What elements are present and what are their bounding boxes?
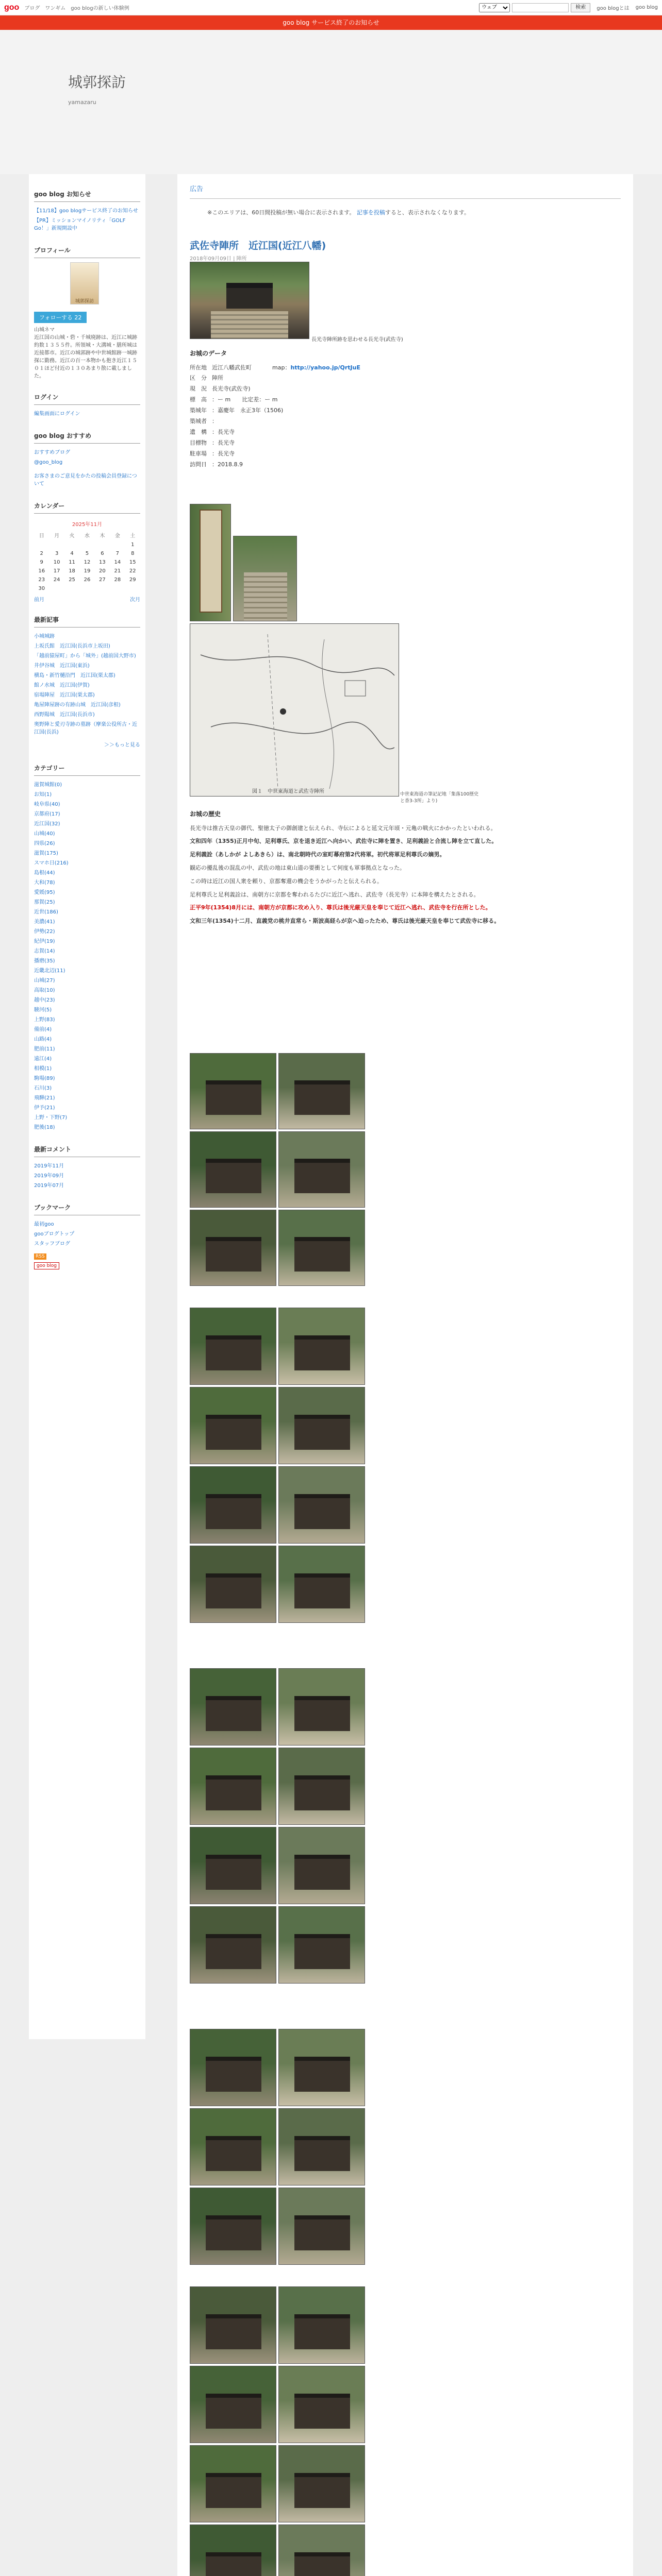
- photo-structure: [294, 1159, 350, 1193]
- goo-logo[interactable]: goo: [4, 3, 20, 12]
- temple-photo: [278, 2286, 365, 2364]
- data-label: 目標物: [190, 439, 207, 446]
- main-content: [177, 174, 633, 2576]
- recent-post-item[interactable]: 横島・新竹樋沿門 近江国(栗太郡): [34, 673, 115, 679]
- calendar-day: 2: [40, 551, 43, 556]
- category-item[interactable]: 伊勢(22): [34, 929, 55, 935]
- category-item[interactable]: 近畿北辺(11): [34, 968, 65, 974]
- goo-blog-badge[interactable]: goo blog: [34, 1262, 59, 1269]
- news-item[interactable]: 【PR】ミッションマイノリティ「GOLF Go！」新規開設中: [34, 218, 126, 231]
- category-item[interactable]: お知(1): [34, 792, 52, 798]
- data-value: ：2018.8.9: [212, 461, 243, 468]
- photo-structure: [206, 2136, 261, 2171]
- category-item[interactable]: 美濃(41): [34, 919, 55, 925]
- temple-photo: [190, 1827, 276, 1904]
- bookmark-item[interactable]: 最初goo: [34, 1222, 54, 1227]
- bookmark-item[interactable]: gooブログトップ: [34, 1231, 75, 1237]
- temple-photo: [190, 2188, 276, 2265]
- global-bar: [0, 0, 662, 15]
- data-label: 標 高: [190, 396, 207, 403]
- calendar-weekday: 金: [114, 533, 120, 539]
- photo-structure: [294, 1775, 350, 1810]
- category-item[interactable]: スマホ日(216): [34, 860, 69, 866]
- category-item[interactable]: 駿河(5): [34, 1007, 52, 1013]
- photo-structure: [206, 1775, 261, 1810]
- calendar-day: 26: [84, 577, 91, 583]
- temple-photo: [278, 2524, 365, 2576]
- calendar-prev-link[interactable]: 前月: [34, 597, 44, 603]
- recent-post-item[interactable]: 宿場陣屋 近江国(栗太郡): [34, 692, 95, 698]
- photo-structure: [294, 1934, 350, 1969]
- photo-structure: [294, 1080, 350, 1115]
- recent-list: [34, 632, 140, 737]
- temple-photo: [278, 2108, 365, 2185]
- data-row: [190, 405, 621, 416]
- temple-photo: [190, 1053, 276, 1129]
- avatar[interactable]: [70, 262, 99, 304]
- calendar-day: 15: [129, 560, 136, 565]
- calendar-day: 17: [53, 568, 60, 574]
- category-item[interactable]: 播磨(35): [34, 958, 55, 964]
- comment-item[interactable]: 2019年09月: [34, 1173, 64, 1179]
- calendar-day: 29: [129, 577, 136, 583]
- category-item[interactable]: 京都府(17): [34, 811, 60, 817]
- temple-photo: [190, 1906, 276, 1984]
- map-link[interactable]: http://yahoo.jp/QrtJuE: [290, 364, 360, 371]
- calendar-day: 25: [69, 577, 75, 583]
- temple-photo: [278, 1053, 365, 1129]
- photo-structure: [294, 2552, 350, 2576]
- photo-structure: [206, 2394, 261, 2429]
- temple-photo: [278, 2366, 365, 2443]
- photo-structure: [206, 1080, 261, 1115]
- photo-structure: [206, 1335, 261, 1370]
- history-heading: お城の歴史: [190, 810, 221, 818]
- temple-photo: [278, 1748, 365, 1825]
- rss-icon[interactable]: RSS: [34, 1254, 140, 1259]
- category-item[interactable]: 大和(78): [34, 880, 55, 886]
- map-caption: 図１ 中世東海道と武佐寺陣所: [252, 789, 335, 794]
- data-row: [190, 427, 621, 438]
- category-item[interactable]: 近世(186): [34, 909, 58, 915]
- calendar-day: [95, 540, 110, 549]
- photo-structure: [294, 1237, 350, 1272]
- category-item[interactable]: 山城(27): [34, 978, 55, 984]
- blog-header: [0, 30, 662, 174]
- bookmark-list: [34, 1219, 140, 1249]
- calendar-day: 9: [40, 560, 43, 565]
- recommend-list: [34, 448, 140, 489]
- recommend-heading: goo blog おすすめ: [34, 427, 140, 444]
- calendar-day: [110, 540, 125, 549]
- bookmark-item[interactable]: スタッフブログ: [34, 1241, 70, 1247]
- data-heading: お城のデータ: [190, 350, 227, 357]
- calendar-weekday: 日: [39, 533, 44, 539]
- archive-list: [34, 1161, 140, 1191]
- temple-photo: [278, 1906, 365, 1984]
- temple-photo: [278, 2445, 365, 2522]
- photo-structure: [294, 1573, 350, 1608]
- photo-structure: [294, 2394, 350, 2429]
- category-list: [34, 780, 140, 1132]
- calendar-weekday: 火: [69, 533, 75, 539]
- history-paragraph: 文和三年(1354)十二月、直義党の桃井直常ら・斯波高経らが京へ迫ったため、尊氏は後光厳天皇を奉じて武佐寺に移る。: [190, 918, 500, 925]
- history-paragraph: 長光寺は推古天皇の御代、聖徳太子の御創建と伝えられ、寺伝によると延文元年頃・元亀の戦火にかかったといわれる。: [190, 824, 496, 832]
- calendar-day: 21: [114, 568, 121, 574]
- data-label: 区 分: [190, 375, 207, 382]
- calendar-weekday: 土: [130, 533, 136, 539]
- calendar-day: 1: [131, 542, 135, 548]
- category-item[interactable]: 越中(23): [34, 997, 55, 1003]
- category-item[interactable]: 伊予(21): [34, 1105, 55, 1111]
- global-link-2[interactable]: ワンギム: [45, 6, 66, 11]
- temple-photo: [278, 1466, 365, 1544]
- calendar-day: [79, 540, 94, 549]
- temple-photo: [190, 1466, 276, 1544]
- category-heading: カテゴリー: [34, 759, 140, 776]
- data-label: 遺 構: [190, 428, 207, 435]
- photo-structure: [294, 1335, 350, 1370]
- category-item[interactable]: 肥後(18): [34, 1125, 55, 1130]
- category-item[interactable]: 石川(3): [34, 1086, 52, 1091]
- temple-photo: [190, 2108, 276, 2185]
- temple-photo: [190, 2366, 276, 2443]
- calendar-day: 16: [38, 568, 45, 574]
- category-item[interactable]: 相模(1): [34, 1066, 52, 1072]
- calendar-week: [34, 567, 140, 575]
- calendar-weekday: 水: [84, 533, 90, 539]
- global-right-link-goo[interactable]: goo blog: [635, 5, 658, 10]
- calendar-caption: 2025年11月: [72, 522, 103, 528]
- temple-photo: [278, 1546, 365, 1623]
- avatar-label: 城郭探訪: [75, 299, 94, 304]
- historical-map-image: [190, 623, 399, 796]
- data-value: 陣所: [212, 375, 223, 382]
- profile-text: 近江国の山城・砦・千城廃跡は、近江に城跡約数１３５５件。所領城・大溝城・膳所城は近接都市。近江の城郭跡や中世城館跡一城跡探に勤務。近江の百一本物かも抱き近江１５０１ほど付近の１３０あまり散に載しました。: [34, 335, 137, 379]
- calendar-week: [34, 549, 140, 558]
- data-value: 長光寺(武佐寺): [212, 385, 251, 393]
- data-label: 訪問日: [190, 461, 207, 468]
- data-value: ：長光寺: [212, 439, 235, 446]
- global-link-blog[interactable]: ブログ: [24, 6, 40, 11]
- castle-history: [190, 809, 621, 929]
- calendar-day: [34, 540, 49, 549]
- temple-photo: [278, 1668, 365, 1745]
- calendar: [34, 518, 140, 593]
- data-label: 現 況: [190, 385, 207, 393]
- category-item[interactable]: 遠江(4): [34, 1056, 52, 1062]
- recent-post-item[interactable]: 「越前猿屋町」から「城外」(越前国大野市): [34, 653, 136, 659]
- calendar-day: 4: [70, 551, 74, 556]
- category-item[interactable]: 島根(44): [34, 870, 55, 876]
- calendar-day: 5: [85, 551, 89, 556]
- category-item[interactable]: 四県(26): [34, 841, 55, 846]
- recommend-item[interactable]: @goo_blog: [34, 460, 63, 465]
- calendar-day: 10: [53, 560, 60, 565]
- history-paragraph: 足利義詮（あしかが よしあきら）は、南北朝時代の室町幕府第2代将軍。初代将軍足利尊氏の嫡男。: [190, 851, 445, 858]
- search-input[interactable]: [512, 3, 569, 12]
- history-paragraph: 観応の擾乱後の混乱の中、武佐の地は東山道の要衝として何度も軍事拠点となった。: [190, 864, 405, 871]
- calendar-day: 6: [101, 551, 104, 556]
- data-label: 築城年: [190, 407, 207, 414]
- category-item[interactable]: 滋賀城館(0): [34, 782, 62, 788]
- calendar-weekdays: [34, 530, 140, 540]
- data-list: [190, 363, 621, 470]
- calendar-day: 19: [84, 568, 91, 574]
- category-item[interactable]: 上野(83): [34, 1017, 55, 1023]
- comment-item[interactable]: 2019年11月: [34, 1163, 64, 1169]
- recent-more-link[interactable]: ＞＞もっと見る: [104, 742, 140, 748]
- data-label: 駐車場: [190, 450, 207, 457]
- calendar-day: [110, 584, 125, 593]
- data-row: [190, 449, 621, 460]
- temple-photo: [190, 1748, 276, 1825]
- temple-photo: [278, 1827, 365, 1904]
- category-item[interactable]: 愛媛(95): [34, 890, 55, 895]
- calendar-day: 28: [114, 577, 121, 583]
- calendar-week: [34, 584, 140, 593]
- photo-structure: [294, 1494, 350, 1529]
- calendar-day: 12: [84, 560, 91, 565]
- photo-structure: [206, 1573, 261, 1608]
- temple-photo: [190, 2029, 276, 2106]
- recent-heading: 最新記事: [34, 611, 140, 628]
- data-label: 築城者: [190, 418, 207, 425]
- temple-photo: [190, 1546, 276, 1623]
- recent-post-item[interactable]: 奥野陣と愛刃寺跡の墓跡（摩楽公役所古・近江国(長浜): [34, 722, 137, 735]
- calendar-day: 24: [53, 577, 60, 583]
- history-paragraph: 正平9年(1354)8月には、南朝方が京都に攻め入り、尊氏は後光厳天皇を奉じて近江へ逃れ、武佐寺を行在所とした。: [190, 904, 491, 911]
- data-value: ：嘉慶年 永正3年（1506): [212, 407, 284, 414]
- data-row: [190, 373, 621, 384]
- search-button[interactable]: 検索: [571, 3, 590, 12]
- photo1-caption: 長光寺陣所跡を思わせる長光寺(武佐寺): [311, 337, 403, 343]
- temple-photo: [190, 1668, 276, 1745]
- calendar-day: 22: [129, 568, 136, 574]
- profile-name: 山城ネマ: [34, 327, 55, 333]
- ad-note: ※このエリアは、60日間投稿が無い場合に表示されます。 記事を投稿すると、表示されなくなります。: [207, 209, 470, 216]
- photo-structure: [206, 1159, 261, 1193]
- calendar-day: [64, 540, 79, 549]
- login-link[interactable]: 編集画面にログイン: [34, 411, 80, 417]
- blog-title[interactable]: 城郭探訪: [68, 74, 126, 90]
- photo-structure: [206, 1237, 261, 1272]
- temple-photo: [278, 1210, 365, 1286]
- category-item[interactable]: 岐阜県(40): [34, 802, 60, 807]
- temple-photo: [190, 1210, 276, 1286]
- history-paragraph: 文和四年（1355)正月中旬、足利尊氏、京を退き近江へ向かい、武佐寺に陣を置き、足利義詮と合流し陣を立て直した。: [190, 838, 498, 845]
- calendar-weekday: 月: [54, 533, 60, 539]
- global-link-3[interactable]: goo blogの新しい体験例: [71, 6, 129, 11]
- temple-steps-photo: [233, 536, 297, 621]
- photo-structure: [294, 1696, 350, 1731]
- calendar-week: [34, 575, 140, 584]
- sidebar: [29, 174, 145, 2039]
- category-item[interactable]: 近江国(32): [34, 821, 60, 827]
- calendar-day: [125, 584, 140, 593]
- temple-gate-photo: [190, 262, 309, 339]
- photo-structure: [294, 2215, 350, 2250]
- calendar-day: [49, 540, 64, 549]
- photo-structure: [294, 2314, 350, 2349]
- calendar-day: 20: [99, 568, 106, 574]
- calendar-weekday: 木: [100, 533, 105, 539]
- photo-structure: [206, 2057, 261, 2092]
- data-row: [190, 395, 621, 405]
- category-item[interactable]: 肥前(11): [34, 1046, 55, 1052]
- profile-heading: プロフィール: [34, 242, 140, 258]
- photo-structure: [206, 2473, 261, 2508]
- photo-structure: [206, 2314, 261, 2349]
- history-paragraph: 足利尊氏と足利義詮は、南朝方に京都を奪われるたびに近江へ逃れ、武佐寺（長光寺）に本陣を構えたとされる。: [190, 891, 479, 898]
- login-heading: ログイン: [34, 388, 140, 405]
- calendar-week: [34, 540, 140, 549]
- post-article-link[interactable]: 記事を投稿: [356, 209, 385, 216]
- news-list: [34, 206, 140, 233]
- calendar-day: [95, 584, 110, 593]
- temple-photo: [278, 1387, 365, 1464]
- post-title[interactable]: 武佐寺陣所 近江国(近江八幡): [190, 240, 326, 251]
- temple-photo: [278, 1131, 365, 1208]
- photo-structure: [206, 1855, 261, 1890]
- photo-structure: [294, 1855, 350, 1890]
- photo-structure: [206, 1494, 261, 1529]
- category-item[interactable]: 志賀(14): [34, 948, 55, 954]
- temple-photo: [190, 1308, 276, 1385]
- breadcrumb[interactable]: 広告: [190, 174, 621, 199]
- temple-photo: [190, 2524, 276, 2576]
- data-label: 所在地: [190, 364, 207, 371]
- calendar-heading: カレンダー: [34, 497, 140, 514]
- photo-structure: [206, 1934, 261, 1969]
- calendar-week: [34, 558, 140, 567]
- category-item[interactable]: 備前(4): [34, 1027, 52, 1032]
- calendar-day: 13: [99, 560, 106, 565]
- category-item[interactable]: 滋賀(175): [34, 851, 58, 856]
- calendar-day: 23: [38, 577, 45, 583]
- map-lines: [190, 624, 399, 796]
- data-row: [190, 416, 621, 427]
- calendar-day: 11: [69, 560, 75, 565]
- data-value: ：長光寺: [212, 450, 235, 457]
- category-item[interactable]: 飛騨(21): [34, 1095, 55, 1101]
- data-value: ：長光寺: [212, 428, 235, 435]
- calendar-day: 8: [131, 551, 135, 556]
- post-date: 2018年09月09日 | 陣所: [190, 256, 247, 262]
- comment-heading: 最新コメント: [34, 1141, 140, 1157]
- calendar-day: 27: [99, 577, 106, 583]
- recent-post-item[interactable]: 上坂氏館 近江国(長浜市上坂田): [34, 643, 110, 649]
- service-end-notice[interactable]: goo blog サービス終了のお知らせ: [0, 15, 662, 30]
- recent-post-item[interactable]: 西野陽城 近江国(長浜市): [34, 712, 95, 718]
- data-row: [190, 438, 621, 449]
- map-source: 中世東海道の筆記記地「集落100歴史と香3-3所」より): [400, 792, 479, 804]
- calendar-day: [64, 584, 79, 593]
- history-paragraph: この時は近江の国人衆を頼り、京都奪還の機会をうかがったと伝えられる。: [190, 877, 383, 885]
- temple-photo: [190, 2286, 276, 2364]
- calendar-day: 7: [115, 551, 119, 556]
- calendar-day: [49, 584, 64, 593]
- calendar-day: 18: [69, 568, 75, 574]
- category-item[interactable]: 上野・下野(7): [34, 1115, 68, 1121]
- temple-photo: [190, 1387, 276, 1464]
- recommend-item[interactable]: お客さまのご意見をかたの投稿会員登録について: [34, 473, 137, 487]
- global-right-link-about[interactable]: goo blogとは: [597, 6, 630, 11]
- data-value: 近江八幡武佐町: [212, 364, 252, 371]
- temple-photo: [278, 2029, 365, 2106]
- map-label: map：: [272, 364, 291, 371]
- photo-structure: [206, 1696, 261, 1731]
- recent-post-item[interactable]: 井伊谷城 近江国(東浜): [34, 663, 90, 669]
- recent-post-item[interactable]: 亀屋陣屋跡の有跡山城 近江国(彦根): [34, 702, 121, 708]
- photo-structure: [206, 1415, 261, 1450]
- photo-structure: [294, 2136, 350, 2171]
- data-value: ：: [212, 418, 218, 425]
- recent-post-item[interactable]: 館ノ水城 近江国(伊賀): [34, 683, 90, 688]
- photo-structure: [206, 2215, 261, 2250]
- category-item[interactable]: 駒場(89): [34, 1076, 55, 1081]
- category-item[interactable]: 紀伊(19): [34, 939, 55, 944]
- data-row: [190, 363, 621, 374]
- blog-subtitle: yamazaru: [68, 99, 96, 106]
- temple-photo: [278, 2188, 365, 2265]
- temple-photo: [190, 2445, 276, 2522]
- temple-photo: [190, 1131, 276, 1208]
- photo-structure: [294, 2473, 350, 2508]
- follow-button[interactable]: フォローする 22: [34, 312, 87, 323]
- recommend-item[interactable]: おすすめブログ: [34, 450, 71, 455]
- category-item[interactable]: 那賀(25): [34, 900, 55, 905]
- calendar-day: 14: [114, 560, 121, 565]
- photo-structure: [294, 1415, 350, 1450]
- category-item[interactable]: 高取(10): [34, 988, 55, 993]
- follow-count: 22: [74, 314, 82, 321]
- comment-item[interactable]: 2019年07月: [34, 1183, 64, 1189]
- news-heading: goo blog お知らせ: [34, 185, 140, 202]
- calendar-day: 3: [55, 551, 59, 556]
- category-item[interactable]: 山城(40): [34, 831, 55, 837]
- photo-structure: [294, 2057, 350, 2092]
- calendar-next-link[interactable]: 次月: [130, 597, 140, 603]
- recent-post-item[interactable]: 小城城跡: [34, 634, 55, 639]
- search-scope-select[interactable]: [479, 3, 510, 12]
- data-row: [190, 384, 621, 395]
- temple-photo: [278, 1308, 365, 1385]
- news-item[interactable]: 【11/18】goo blogサービス終了のお知らせ: [34, 208, 138, 214]
- bookmark-heading: ブックマーク: [34, 1199, 140, 1215]
- photo-structure: [206, 2552, 261, 2576]
- calendar-day: [79, 584, 94, 593]
- data-value: ：ー m 比定差：ー m: [212, 396, 278, 403]
- data-row: [190, 460, 621, 470]
- castle-data: [190, 348, 621, 470]
- category-item[interactable]: 山路(4): [34, 1037, 52, 1042]
- search-area: [479, 3, 658, 12]
- signboard-photo: [190, 504, 231, 621]
- calendar-day: 30: [38, 586, 45, 591]
